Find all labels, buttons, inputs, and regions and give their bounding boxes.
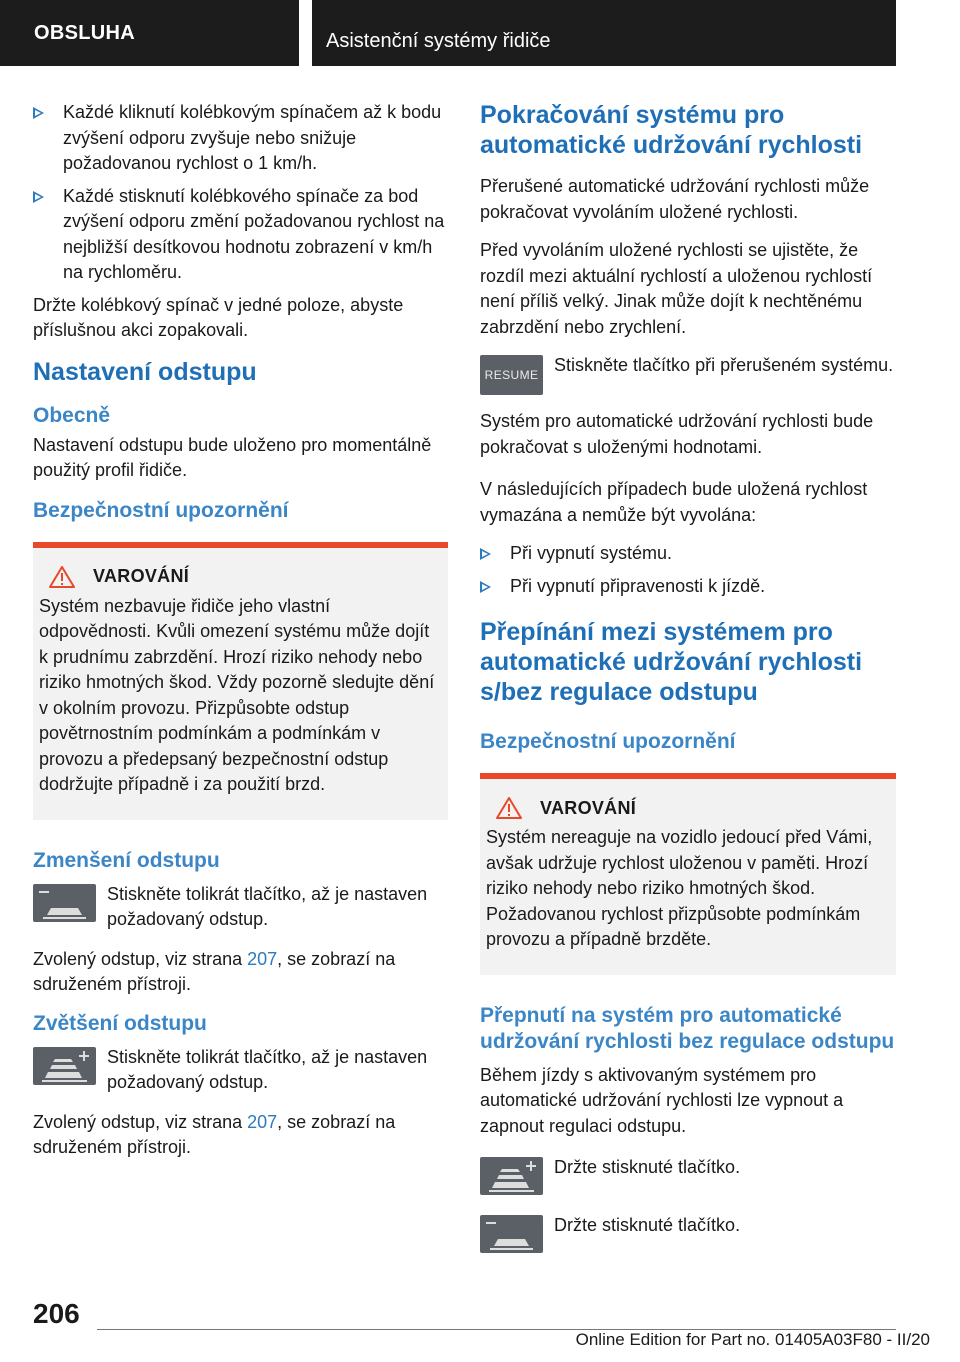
warning-triangle-icon — [49, 566, 75, 588]
warning-text: Systém nezbavuje řidiče jeho vlastní odpovědnosti. Kvůli omezení systému může dojít k prudnímu zabrzdění. Hrozí riziko nehody nebo riziko hmotných škod. Vždy pozorně sledujte dění v okolním provozu. Přizpůsobte odstup povětrnostním podmínkám a podmínkám v provozu a předepsaný bezpečnostní odstup dodržujte případně i za použití brzd. — [39, 595, 435, 794]
heading-switch-to-cruise: Přepnutí na systém pro automatické udržování rychlosti bez regulace odstupu — [480, 1003, 895, 1053]
distance-increase-button-icon — [33, 1047, 96, 1085]
list-item: Při vypnutí systému. — [480, 541, 896, 567]
page-link[interactable]: 207 — [247, 948, 278, 969]
right-column — [480, 100, 896, 1267]
hold-instruction: Držte stisknuté tlačítko. — [480, 1213, 896, 1253]
page-number: 206 — [33, 1298, 80, 1329]
warning-box — [33, 542, 448, 820]
heading-safety: Bezpečnostní upozornění — [33, 498, 289, 522]
hold-instruction: Držte stisknuté tlačítko. — [480, 1155, 896, 1195]
bullet-triangle-icon — [33, 107, 44, 119]
heading-safety: Bezpečnostní upozornění — [480, 730, 736, 753]
bullet-list — [33, 100, 448, 286]
page-link[interactable]: 207 — [247, 1111, 278, 1132]
page-header — [0, 0, 960, 66]
left-column — [33, 100, 448, 1174]
warning-text: Systém nereaguje na vozidlo jedoucí před Vámi, avšak udržuje rychlost uloženou v paměti. Hrozí riziko nehody nebo riziko hmotných škod. Požadovanou rychlost přizpůsobte podmínkám provozu a případně brzděte. — [486, 827, 873, 949]
section-label: OBSLUHA — [0, 0, 299, 66]
distance-decrease-button-icon — [480, 1215, 543, 1253]
list-item: Každé kliknutí kolébkovým spínačem až k bodu zvýšení odporu zvyšuje nebo snižuje požadovanou rychlost o 1 km/h. — [33, 100, 448, 177]
heading-decrease-distance: Zmenšení odstupu — [33, 848, 220, 872]
paragraph: Zvolený odstup, viz strana 207, se zobrazí na sdruženém přístroji. — [33, 948, 396, 994]
heading-continue-system: Pokračování systému pro automatické udržování rychlosti — [480, 101, 863, 159]
resume-button-icon: RESUME — [480, 355, 543, 395]
paragraph: V následujících případech bude uložená rychlost vymazána a nemůže být vyvolána: — [480, 479, 868, 525]
heading-switch-systems: Přepínání mezi systémem pro automatické udržování rychlosti s/bez regulace odstupu — [480, 618, 863, 706]
distance-increase-button-icon — [480, 1157, 543, 1195]
distance-decrease-button-icon — [33, 884, 96, 922]
warning-triangle-icon — [496, 797, 522, 819]
bullet-triangle-icon — [33, 191, 44, 203]
heading-general: Obecně — [33, 403, 111, 427]
heading-distance-setting: Nastavení odstupu — [33, 357, 257, 386]
chapter-label: Asistenční systémy řidiče — [312, 0, 896, 66]
resume-instruction: RESUME Stiskněte tlačítko při přerušeném systému. — [480, 353, 896, 395]
warning-box — [480, 773, 896, 975]
paragraph: Zvolený odstup, viz strana 207, se zobrazí na sdruženém přístroji. — [33, 1111, 396, 1157]
list-item: Každé stisknutí kolébkového spínače za bod zvýšení odporu změní požadovanou rychlost na nejbližší desítkovou hodnotu zobrazení v km/h na rychloměru. — [33, 184, 448, 286]
warning-title: VAROVÁNÍ — [486, 797, 890, 819]
bullet-list — [480, 541, 896, 599]
warning-title: VAROVÁNÍ — [39, 566, 442, 588]
paragraph: Nastavení odstupu bude uloženo pro momentálně použitý profil řidiče. — [33, 434, 432, 480]
paragraph: Držte kolébkový spínač v jedné poloze, abyste příslušnou akci zopakovali. — [33, 294, 404, 340]
increase-instruction: Stiskněte tolikrát tlačítko, až je nastaven požadovaný odstup. — [33, 1045, 448, 1096]
paragraph: Před vyvoláním uložené rychlosti se ujistěte, že rozdíl mezi aktuální rychlostí a uloženou rychlostí není příliš velký. Jinak může dojít k nechtěnému zabrzdění nebo zrychlení. — [480, 240, 873, 337]
edition-note: Online Edition for Part no. 01405A03F80 - II/20 — [575, 1330, 930, 1349]
bullet-triangle-icon — [480, 548, 491, 560]
paragraph: Během jízdy s aktivovaným systémem pro automatické udržování rychlosti lze vypnout a zapnout regulaci odstupu. — [480, 1064, 844, 1136]
bullet-triangle-icon — [480, 581, 491, 593]
paragraph: Systém pro automatické udržování rychlosti bude pokračovat s uloženými hodnotami. — [480, 411, 874, 457]
decrease-instruction: Stiskněte tolikrát tlačítko, až je nastaven požadovaný odstup. — [33, 882, 448, 933]
list-item: Při vypnutí připravenosti k jízdě. — [480, 574, 896, 600]
heading-increase-distance: Zvětšení odstupu — [33, 1011, 207, 1035]
paragraph: Přerušené automatické udržování rychlosti může pokračovat vyvoláním uložené rychlosti. — [480, 176, 870, 222]
